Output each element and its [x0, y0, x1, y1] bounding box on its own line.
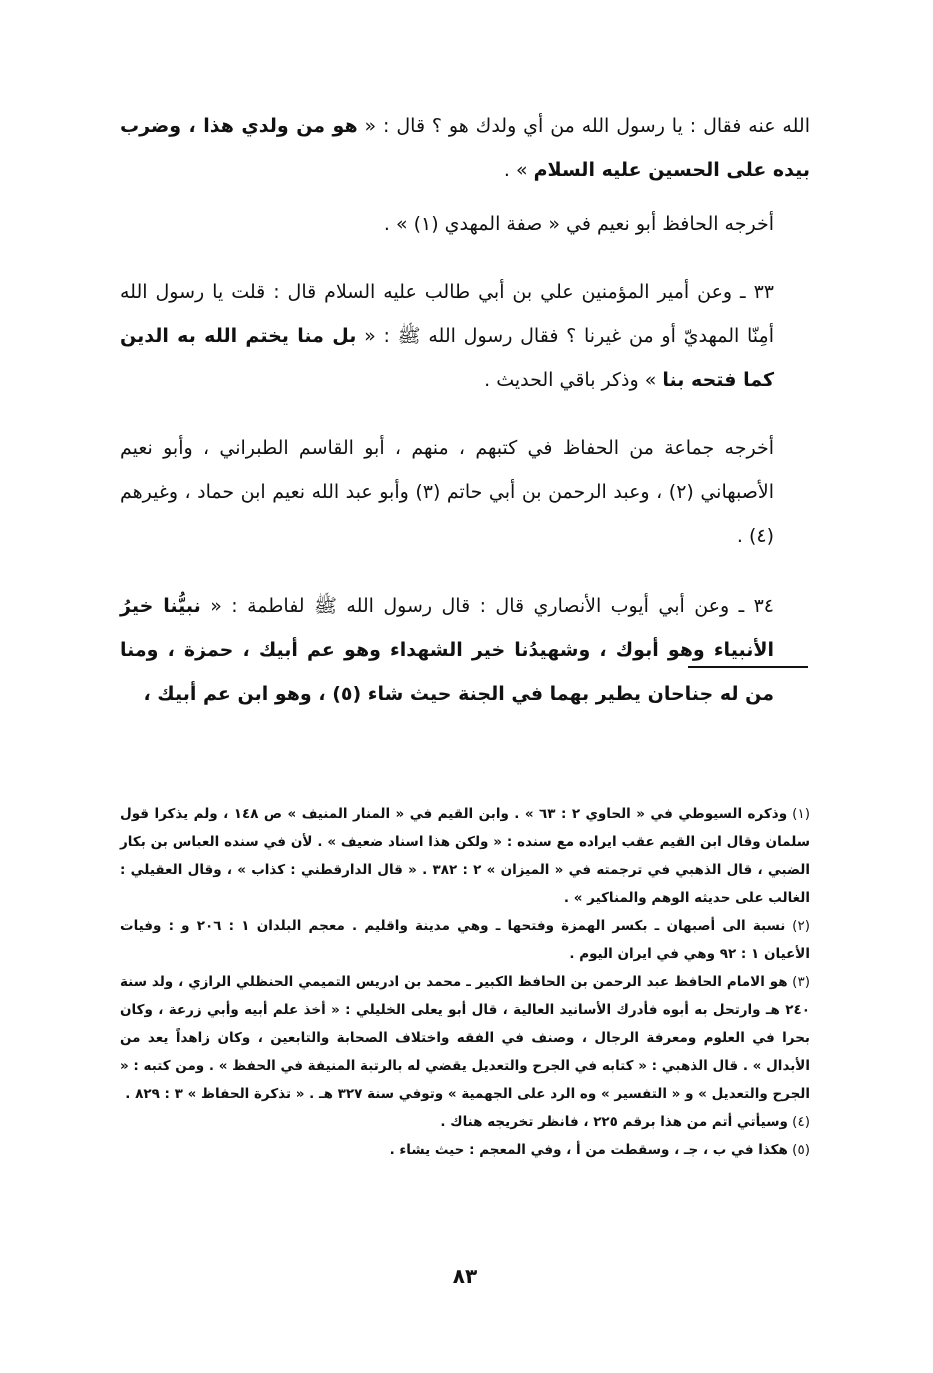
footnote-4 — [120, 1108, 810, 1136]
footnote-marker: (٤) — [792, 1114, 810, 1130]
footnote-1 — [120, 800, 810, 912]
quoted-hadith: نبيُّنا خيرُ الأنبياء وهو أبوك ، وشهيدُنا خير الشهداء وهو عم أبيك ، حمزة ، ومنا من له جناحان يطير بهما في الجنة حيث شاء (٥) ، وهو ابن عم أبيك ، — [120, 595, 774, 705]
paragraph-hadith-32-end — [120, 104, 810, 192]
footnote-text: وسيأتي أتم من هذا برقم ٢٢٥ ، فانظر تخريجه هناك . — [440, 1114, 788, 1130]
paragraph-hadith-33 — [120, 270, 810, 402]
book-page — [120, 100, 810, 1360]
footnote-text: هو الامام الحافظ عبد الرحمن بن الحافظ الكبير ـ محمد بن ادريس التميمي الحنظلي الرازي ، ولد سنة ٢٤٠ هـ وارتحل به أبوه فأدرك الأسانيد العالية ، قال أبو يعلى الخليلي : « أخذ علم أبيه وأبي زرعة ، وكان بحرا في العلوم ومعرفة الرجال ، وصنف في الفقه واختلاف الصحابة والتابعين ، وكان زاهداً يعد من الأبدال » . قال الذهبي : « كتابه في الجرح والتعديل يقضي له بالرتبة المنيفة في الحفظ » . ومن كتبه : « الجرح والتعديل » و « التفسير » وه الرد على الجهمية » وتوفي سنة ٣٢٧ هـ . « تذكرة الحفاظ » ٣ : ٨٢٩ . — [120, 974, 810, 1102]
footnote-text: نسبة الى أصبهان ـ بكسر الهمزة وفتحها ـ وهي مدينة واقليم . معجم البلدان ١ : ٢٠٦ و : وفيات الأعيان ١ : ٩٢ وهي في ايران اليوم . — [120, 918, 810, 962]
footnote-separator — [688, 666, 808, 668]
footnote-marker: (٥) — [792, 1142, 810, 1158]
paragraph-takhrij-1: أخرجه الحافظ أبو نعيم في « صفة المهدي (١) » . — [383, 213, 774, 235]
footnote-marker: (٢) — [792, 918, 810, 934]
quoted-hadith: هو من ولدي هذا ، وضرب بيده على الحسين عليه السلام — [120, 115, 810, 181]
footnote-marker: (١) — [792, 806, 810, 822]
paragraph-text: الله عنه فقال : يا رسول الله من أي ولدك هو ؟ قال : « — [357, 115, 810, 137]
footnote-3 — [120, 968, 810, 1108]
footnote-marker: (٣) — [792, 974, 810, 990]
quoted-hadith: بل منا يختم الله به الدين كما فتحه بنا — [120, 325, 774, 391]
footnote-text: هكذا في ب ، جـ ، وسقطت من أ ، وفي المعجم : حيث يشاء . — [389, 1142, 788, 1158]
paragraph-text: » وذكر باقي الحديث . — [484, 369, 663, 391]
paragraph-hadith-34 — [120, 584, 810, 716]
footnote-5 — [120, 1136, 810, 1164]
footnote-text: وذكره السيوطي في « الحاوي ٢ : ٦٣ » . وابن القيم في « المنار المنيف » ص ١٤٨ ، ولم يذكرا قول سلمان وقال ابن القيم عقب ايراده مع سنده : « ولكن هذا اسناد ضعيف » . لأن في سنده العباس بن بكار الضبي ، قال الذهبي في ترجمته في « الميزان » ٢ : ٣٨٢ . « قال الدارقطني : كذاب » ، وقال العقيلي : الغالب على حديثه الوهم والمناكير » . — [120, 806, 810, 906]
page-number: ٨٣ — [452, 1264, 478, 1288]
footnotes — [120, 800, 810, 1164]
footnote-2 — [120, 912, 810, 968]
paragraph-text: ٣٤ ـ وعن أبي أيوب الأنصاري قال : قال رسول الله ﷺ لفاطمة : « — [200, 595, 775, 617]
paragraph-text: ٣٣ ـ وعن أمير المؤمنين علي بن أبي طالب عليه السلام قال : قلت يا رسول الله أمِنّا المهديّ أو من غيرنا ؟ فقال رسول الله ﷺ : « — [120, 281, 775, 347]
paragraph-text: » . — [503, 159, 534, 181]
paragraph-takhrij-2: أخرجه جماعة من الحفاظ في كتبهم ، منهم ، أبو القاسم الطبراني ، وأبو نعيم الأصبهاني (٢) ، وعبد الرحمن بن أبي حاتم (٣) وأبو عبد الله نعيم ابن حماد ، وغيرهم (٤) . — [120, 437, 774, 547]
